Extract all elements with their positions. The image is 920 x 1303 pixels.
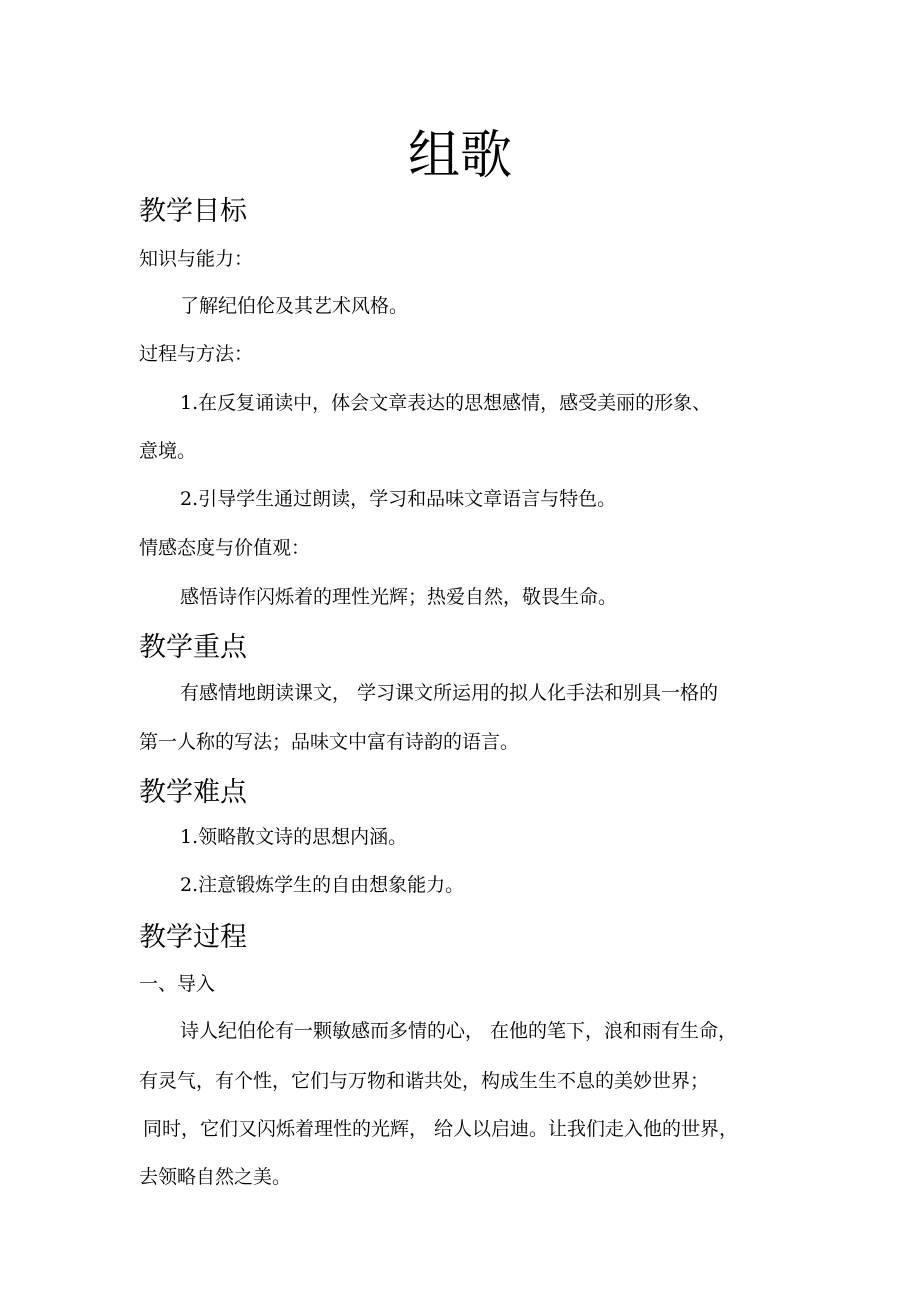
paragraph-intro-a: 诗人纪伯伦有一颗敏感而多情的心， 在他的笔下，浪和雨有生命， — [180, 1020, 738, 1042]
paragraph-difficulty-1: 1.领略散文诗的思想内涵。 — [180, 826, 408, 848]
heading-objectives: 教学目标 — [139, 196, 247, 227]
label-process-method: 过程与方法： — [139, 343, 254, 365]
label-knowledge: 知识与能力： — [139, 248, 254, 270]
paragraph-intro-d: 去领略自然之美。 — [139, 1166, 292, 1188]
paragraph-process-1b: 意境。 — [139, 440, 197, 462]
heading-difficulties: 教学难点 — [139, 777, 247, 808]
paragraph-intro-c: 同时，它们又闪烁着理性的光辉， 给人以启迪。让我们走入他的世界， — [143, 1118, 739, 1140]
document-title: 组歌 — [407, 126, 512, 186]
paragraph-knowledge: 了解纪伯伦及其艺术风格。 — [180, 295, 409, 317]
paragraph-key-points-b: 第一人称的写法；品味文中富有诗韵的语言。 — [139, 731, 520, 753]
heading-key-points: 教学重点 — [139, 632, 247, 663]
paragraph-difficulty-2: 2.注意锻炼学生的自由想象能力。 — [180, 874, 465, 896]
paragraph-process-1a: 1.在反复诵读中，体会文章表达的思想感情，感受美丽的形象、 — [180, 392, 712, 414]
paragraph-process-2: 2.引导学生通过朗读，学习和品味文章语言与特色。 — [180, 488, 617, 510]
label-emotion: 情感态度与价值观： — [139, 537, 311, 559]
paragraph-intro-b: 有灵气，有个性，它们与万物和谐共处，构成生生不息的美妙世界； — [139, 1070, 710, 1092]
heading-process: 教学过程 — [139, 922, 247, 953]
paragraph-key-points-a: 有感情地朗读课文， 学习课文所运用的拟人化手法和别具一格的 — [180, 682, 719, 704]
label-step-1: 一、导入 — [139, 973, 216, 995]
paragraph-emotion: 感悟诗作闪烁着的理性光辉；热爱自然，敬畏生命。 — [180, 586, 618, 608]
